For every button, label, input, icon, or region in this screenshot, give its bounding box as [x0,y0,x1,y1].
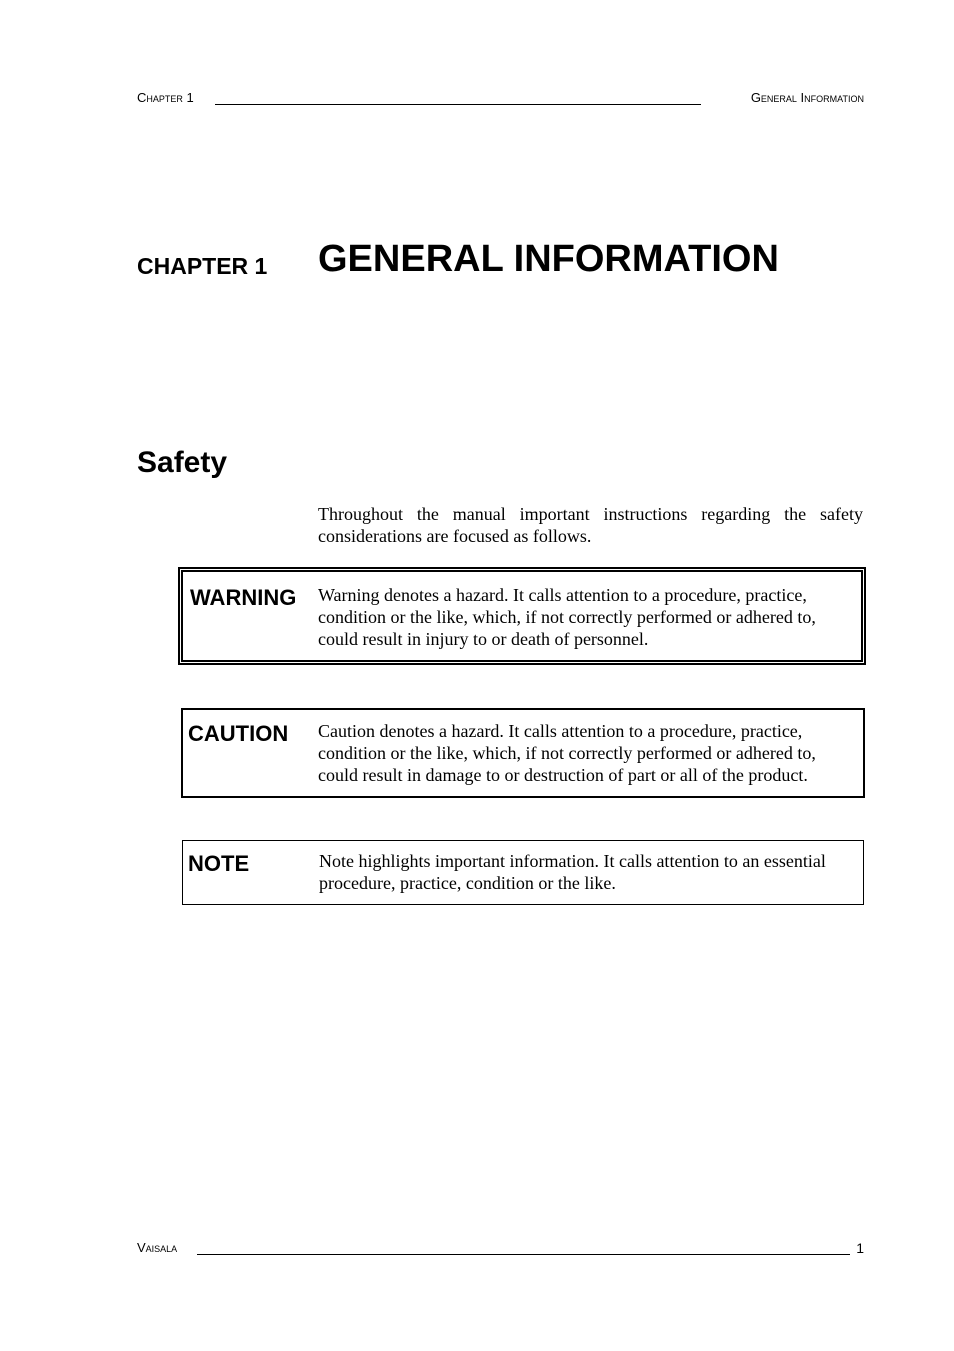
note-text: Note highlights important information. It calls attention to an essential procedure, practice, condition or the like. [319,851,826,893]
warning-text: Warning denotes a hazard. It calls attention to a procedure, practice, condition or the like, which, if not correctly performed or adhered to, could result in injury to or death of personnel. [318,585,816,649]
running-header [137,90,864,108]
page-number: 1 [856,1240,864,1256]
header-rule [215,104,701,105]
caution-box [181,708,865,798]
footer-company-name: Vaisala [137,1240,178,1255]
running-footer [137,1240,864,1258]
warning-label: WARNING [190,585,297,610]
chapter-label: CHAPTER 1 [137,253,268,279]
caution-label: CAUTION [188,721,289,746]
chapter-title: GENERAL INFORMATION [318,238,779,280]
note-box [182,840,864,905]
section-heading: Safety [137,446,228,479]
warning-box [178,567,866,665]
caution-text: Caution denotes a hazard. It calls attention to a procedure, practice, condition or the like, which, if not correctly performed or adhered to, could result in damage to or destruction of part or all of the product. [318,721,816,785]
note-label: NOTE [188,851,250,876]
footer-rule [197,1254,850,1255]
header-section-title: General Information [750,90,864,105]
header-chapter-label: Chapter 1 [137,90,194,105]
intro-paragraph: Throughout the manual important instructions regarding the safety considerations are focused as follows. [318,504,863,546]
